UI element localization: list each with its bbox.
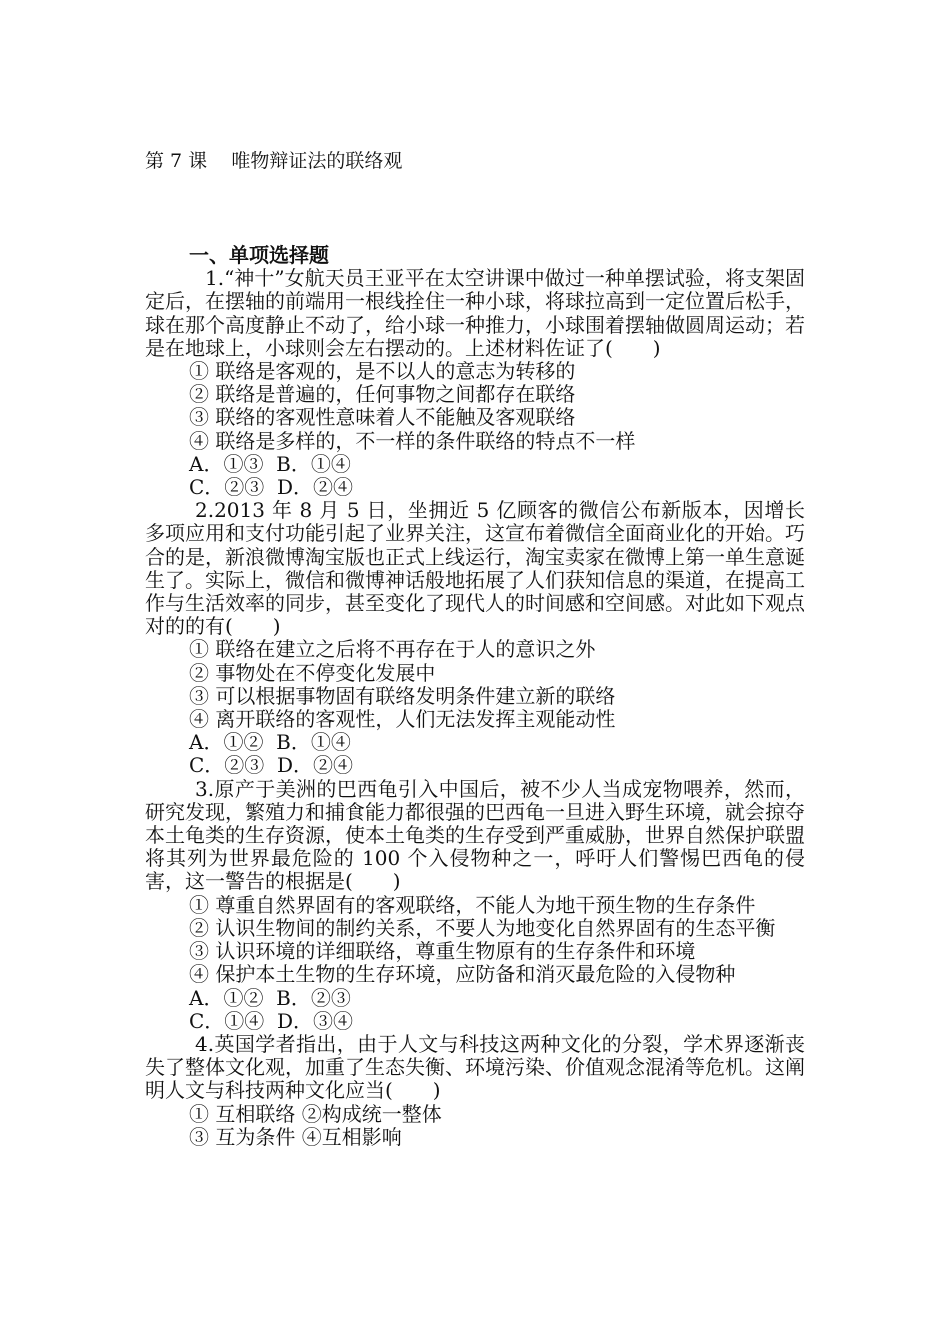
- question-3: [145, 778, 805, 1033]
- statement-option: ③ 可以根据事物固有联络发明条件建立新的联络: [189, 683, 616, 708]
- section-heading: 一、单项选择题: [189, 243, 329, 267]
- question-stem: 2.2013 年 8 月 5 日，坐拥近 5 亿顾客的微信公布新版本，因增长多项应用和支付功能引起了业界关注，这宣布着微信全面商业化的开始。巧合的是，新浪微博淘宝版也正式上线运行，淘宝卖家在微博上第一单生意诞生了。实际上，微信和微博神话般地拓展了人们获知信息的渠道，在提高工作与生活效率的同步，甚至变化了现代人的时间感和空间感。对此如下观点对的的有( ): [145, 498, 805, 639]
- statement-option: ① 联络是客观的，是不以人的意志为转移的: [189, 359, 576, 384]
- answer-choices: A．①② B．②③: [189, 985, 351, 1010]
- answer-choices: C．②③ D．②④: [189, 475, 354, 500]
- statement-option: ③ 认识环境的详细联络，尊重生物原有的生存条件和环境: [189, 939, 696, 964]
- lesson-title: 第 7 课 唯物辩证法的联络观: [145, 150, 403, 172]
- statement-option: ① 尊重自然界固有的客观联络，不能人为地干预生物的生存条件: [189, 892, 756, 917]
- answer-choices: A．①③ B．①④: [189, 451, 351, 476]
- question-1: [145, 267, 805, 499]
- statement-option: ③ 联络的客观性意味着人不能触及客观联络: [189, 405, 576, 430]
- question-4: [145, 1033, 805, 1149]
- statement-option: ④ 联络是多样的，不一样的条件联络的特点不一样: [189, 428, 636, 453]
- statement-option: ③ 互为条件 ④互相影响: [189, 1124, 402, 1149]
- answer-choices: A．①② B．①④: [189, 730, 351, 755]
- statement-option: ② 事物处在不停变化发展中: [189, 660, 436, 685]
- question-stem: 3.原产于美洲的巴西龟引入中国后，被不少人当成宠物喂养，然而，研究发现，繁殖力和捕食能力都很强的巴西龟一旦进入野生环境，就会掠夺本土龟类的生存资源，使本土龟类的生存受到严重威胁，世界自然保护联盟将其列为世界最危险的 100 个入侵物种之一，呼吁人们警惕巴西龟的侵害，这一警告的根据是( ): [145, 776, 805, 894]
- statement-option: ② 认识生物间的制约关系，不要人为地变化自然界固有的生态平衡: [189, 915, 776, 940]
- question-2: [145, 499, 805, 777]
- statement-option: ④ 保护本土生物的生存环境，应防备和消灭最危险的入侵物种: [189, 962, 736, 987]
- statement-option: ① 联络在建立之后将不再存在于人的意识之外: [189, 637, 596, 662]
- question-stem: 1.“神十”女航天员王亚平在太空讲课中做过一种单摆试验，将支架固定后，在摆轴的前端用一根线拴住一种小球，将球拉高到一定位置后松手，球在那个高度静止不动了，给小球一种推力，小球围着摆轴做圆周运动；若是在地球上，小球则会左右摆动的。上述材料佐证了( ): [145, 266, 805, 360]
- answer-choices: C．①④ D．③④: [189, 1008, 354, 1033]
- document-body: [145, 244, 805, 1149]
- statement-option: ① 互相联络 ②构成统一整体: [189, 1101, 442, 1126]
- answer-choices: C．②③ D．②④: [189, 753, 354, 778]
- statement-option: ④ 离开联络的客观性，人们无法发挥主观能动性: [189, 707, 616, 732]
- question-stem: 4.英国学者指出，由于人文与科技这两种文化的分裂，学术界逐渐丧失了整体文化观，加重了生态失衡、环境污染、价值观念混淆等危机。这阐明人文与科技两种文化应当( ): [145, 1031, 805, 1103]
- statement-option: ② 联络是普遍的，任何事物之间都存在联络: [189, 382, 576, 407]
